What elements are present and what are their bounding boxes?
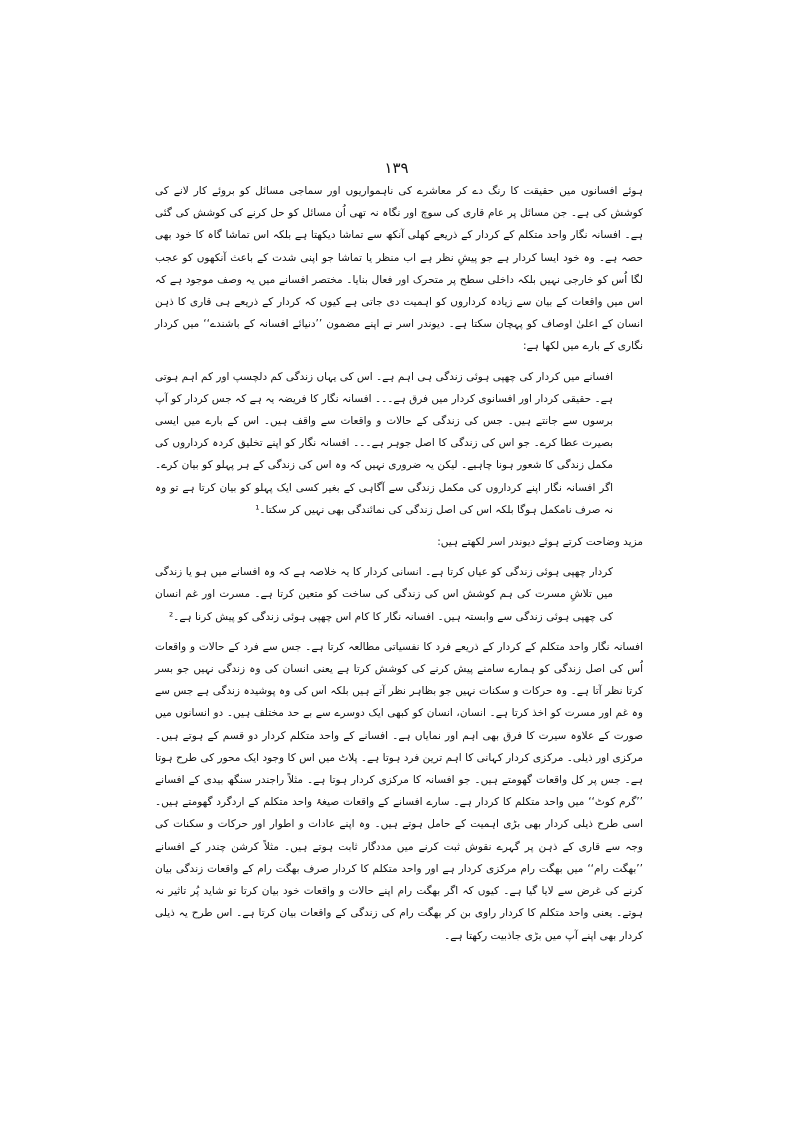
intro-paragraph: ہوئے افسانوں میں حقیقت کا رنگ دے کر معاشرے کی ناہمواریوں اور سماجی مسائل کو بروئے کار لانے کی کوشش کی ہے۔ جن مسائل پر عام قاری کی سوچ اور نگاہ نہ تھی اُن مسائل کو حل کرنے کی کوشش کی گئی ہے۔ افسانہ نگار واحد متکلم کے کردار کے ذریعے کھلی آنکھ سے تماشا دیکھتا ہے بلکہ اس تماشا گاہ کا خود بھی حصہ ہے۔ وہ خود ایسا کردار ہے جو پیشِ نظر ہے اب منظر یا تماشا جو اپنی شدت کے باعث آنکھوں کو عجب لگا اُس کو خارجی نہیں بلکہ داخلی سطح پر متحرک اور فعال بنایا۔ مختصر افسانے میں یہ وصف موجود ہے کہ اس میں واقعات کے بیان سے زیادہ کرداروں کو اہمیت دی جاتی ہے کیوں کہ کردار کے ذریعے ہی قاری کا ذہن انسان کے اعلیٰ اوصاف کو پہچان سکتا ہے۔ دیوندر اسر نے اپنے مضمون ’’دنیائے افسانہ کے باشندے‘‘ میں کردار نگاری کے بارے میں لکھا ہے: (155, 185, 643, 353)
block-quote-2: کردار چھپی ہوئی زندگی کو عیاں کرتا ہے۔ انسانی کردار کا یہ خلاصہ ہے کہ وہ افسانے میں ہو یا زندگی میں تلاشِ مسرت کی ہم کوشش اس کی زندگی کی ساخت کو متعین کرتا ہے۔ مسرت اور غم انسان کی چھپی ہوئی زندگی سے وابستہ ہیں۔ افسانہ نگار کا کام اس چھپی ہوئی زندگی کو پیش کرنا ہے۔² (155, 566, 613, 623)
quote-lead-in: مزید وضاحت کرتے ہوئے دیوندر اسر لکھتے ہیں: (437, 536, 643, 549)
page-number: ۱۳۹ (384, 159, 409, 177)
block-quote-1: افسانے میں کردار کی چھپی ہوئی زندگی ہی اہم ہے۔ اس کی یہاں زندگی کم دلچسپ اور کم اہم ہوتی ہے۔ حقیقی کردار اور افسانوی کردار میں فرق ہے۔۔۔ افسانہ نگار کا فریضہ یہ ہے کہ جس کردار کو آپ برسوں سے جانتے ہیں۔ جس کی زندگی کے حالات و واقعات سے واقف ہیں۔ اس کے بارے میں ایسی بصیرت عطا کرے۔ جو اس کی زندگی کا اصل جوہر ہے۔۔۔ افسانہ نگار کو اپنے تخلیق کردہ کرداروں کی مکمل زندگی کا شعور ہونا چاہیے۔ لیکن یہ ضروری نہیں کہ وہ اس کی زندگی کے ہر پہلو کو بیان کرے۔ اگر افسانہ نگار اپنے کرداروں کی مکمل زندگی سے آگاہی کے بغیر کسی ایک پہلو کو بیان کرتا ہے تو وہ نہ صرف نامکمل ہوگا بلکہ اس کی اصل زندگی کی نمائندگی بھی نہیں کر سکتا۔¹ (155, 370, 613, 516)
main-paragraph: افسانہ نگار واحد متکلم کے کردار کے ذریعے فرد کا نفسیاتی مطالعہ کرتا ہے۔ جس سے فرد کے حالات و واقعات اُس کی اصل زندگی کو ہمارے سامنے پیش کرنے کی کوشش کرتا ہے یعنی انسان کی وہ زندگی نہیں جو بسر کرتا نظر آتا ہے۔ وہ حرکات و سکنات نہیں جو بظاہر نظر آتے ہیں بلکہ اس کی وہ پوشیدہ زندگی ہے جس سے وہ غم اور مسرت کو اخذ کرتا ہے۔ انسان، انسان کو کبھی ایک دوسرے سے بے حد مختلف ہیں۔ دو انسانوں میں صورت کے علاوہ سیرت کا فرق بھی اہم اور نمایاں ہے۔ افسانے کے واحد متکلم کردار دو قسم کے ہوتے ہیں۔ مرکزی اور ذیلی۔ مرکزی کردار کہانی کا اہم ترین فرد ہوتا ہے۔ پلاٹ میں اس کا وجود ایک محور کی طرح ہوتا ہے۔ جس پر کل واقعات گھومتے ہیں۔ جو افسانہ کا مرکزی کردار ہوتا ہے۔ مثلاً راجندر سنگھ بیدی کے افسانے ’’گرم کوٹ‘‘ میں واحد متکلم کا کردار ہے۔ سارے افسانے کے واقعات صیغۂ واحد متکلم کے اردگرد گھومتے ہیں۔ اسی طرح ذیلی کردار بھی بڑی اہمیت کے حامل ہوتے ہیں۔ وہ اپنے عادات و اطوار اور حرکات و سکنات کی وجہ سے قاری کے ذہن پر گہرے نقوش ثبت کرنے میں مددگار ثابت ہوتے ہیں۔ مثلاً کرشن چندر کے افسانے ’’بھگت رام‘‘ میں بھگت رام مرکزی کردار ہے اور واحد متکلم کا کردار صرف بھگت رام کے واقعات زندگی بیان کرنے کی غرض سے لایا گیا ہے۔ کیوں کہ اگر بھگت رام اپنے حالات و واقعات خود بیان کرتا تو شاید پُر تاثیر نہ ہوتے۔ یعنی واحد متکلم کا کردار راوی بن کر بھگت رام کی زندگی کے واقعات بیان کرتا ہے۔ اس طرح یہ ذیلی کردار بھی اپنے آپ میں بڑی جاذبیت رکھتا ہے۔ (155, 640, 643, 942)
page-body (155, 180, 643, 947)
